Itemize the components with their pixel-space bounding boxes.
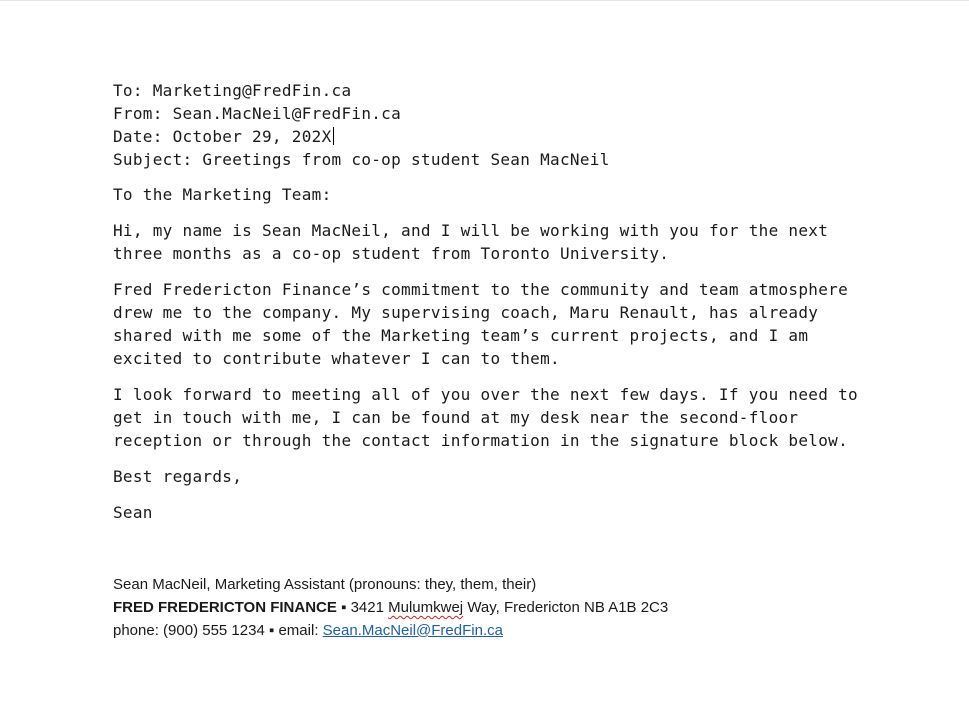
paragraph-intro: Hi, my name is Sean MacNeil, and I will be working with you for the next three months as a co-op student from Toronto University. <box>113 221 829 263</box>
separator-bullet: ▪ <box>341 599 347 616</box>
paragraph-company: Fred Fredericton Finance’s commitment to the community and team atmosphere drew me to the company. My supervising coach, Maru Renault, has already shared with me some of the Marketing team’s current projects, and I am excited to contribute whatever I can to them. <box>113 280 849 368</box>
to-line: To: Marketing@FredFin.ca <box>113 81 352 100</box>
subject-line: Subject: Greetings from co-op student Sean MacNeil <box>113 150 610 169</box>
sign-name: Sean <box>113 503 153 522</box>
misspelled-street-name[interactable]: Mulumkwej <box>388 599 464 616</box>
date-text: Date: October 29, 202X <box>113 127 332 146</box>
email-body[interactable] <box>113 79 873 524</box>
address-rest: Way, Fredericton NB A1B 2C3 <box>467 599 669 616</box>
phone-text: phone: (900) 555 1234 <box>113 622 265 639</box>
signature-block <box>113 573 873 642</box>
company-name: FRED FREDERICTON FINANCE <box>113 599 337 616</box>
salutation: To the Marketing Team: <box>113 185 332 204</box>
signature-address-line <box>113 596 873 619</box>
text-cursor <box>333 127 334 145</box>
separator-bullet-2: ▪ <box>268 622 275 639</box>
email-label: email: <box>278 622 319 639</box>
email-link[interactable]: Sean.MacNeil@FredFin.ca <box>322 622 503 639</box>
from-line: From: Sean.MacNeil@FredFin.ca <box>113 104 402 123</box>
paragraph-contact: I look forward to meeting all of you over the next few days. If you need to get in touch with me, I can be found at my desk near the second-floor reception or through the contact information in the signature block below. <box>113 385 858 450</box>
signature-name-title: Sean MacNeil, Marketing Assistant (pronouns: they, them, their) <box>113 576 537 593</box>
closing: Best regards, <box>113 467 243 486</box>
signature-contact-line <box>113 619 873 642</box>
date-line <box>113 125 873 148</box>
address-number: 3421 <box>350 599 384 616</box>
